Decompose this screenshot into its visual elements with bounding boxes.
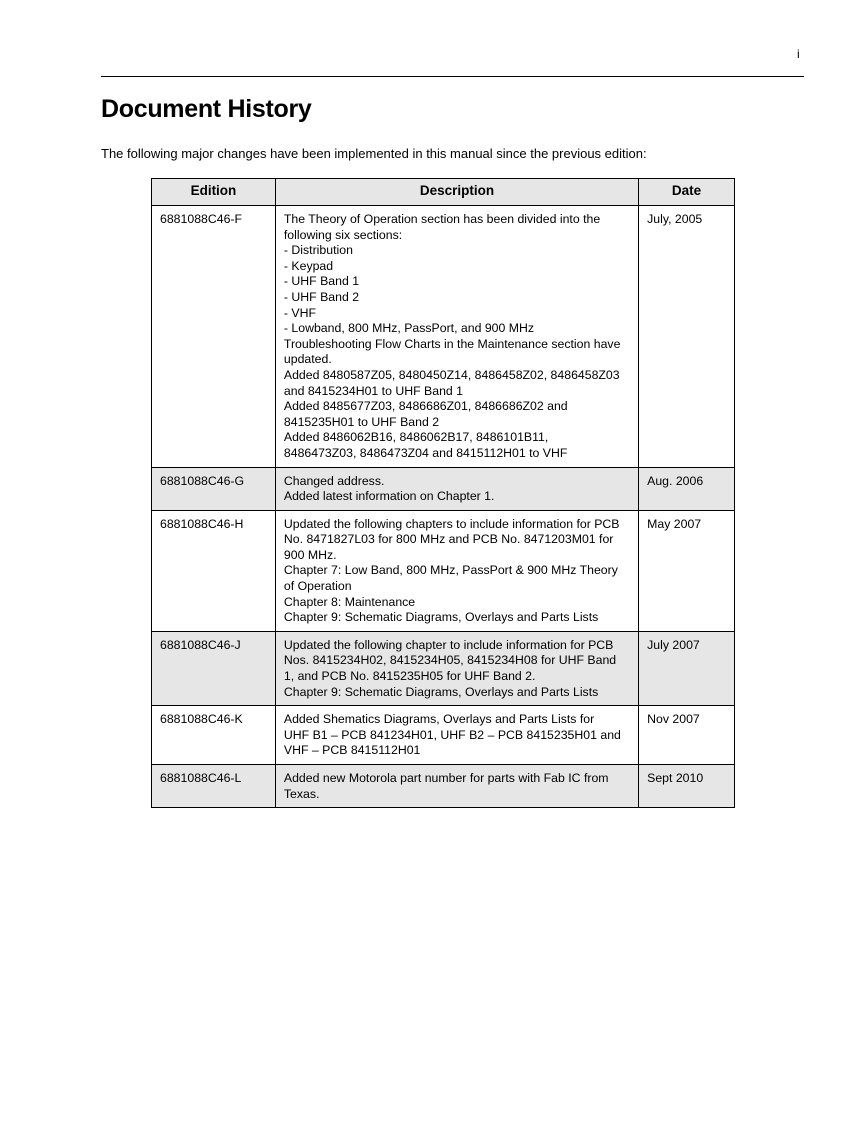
table-row	[152, 206, 735, 468]
description-line: 1, and PCB No. 8415235H05 for UHF Band 2.	[283, 669, 536, 684]
description-line: updated.	[283, 352, 332, 367]
description-cell	[275, 206, 638, 468]
header-rule	[101, 76, 804, 77]
date-cell: July, 2005	[639, 206, 735, 468]
description-line: of Operation	[283, 579, 352, 594]
description-line: Chapter 8: Maintenance	[283, 594, 416, 609]
description-line: and 8415234H01 to UHF Band 1	[283, 383, 464, 398]
description-line: Nos. 8415234H02, 8415234H05, 8415234H08 for UHF Band	[283, 653, 617, 668]
description-line: The Theory of Operation section has been divided into the	[283, 212, 601, 226]
table-row	[152, 510, 735, 631]
header-description: Description	[275, 179, 638, 206]
edition-cell: 6881088C46-J	[152, 631, 276, 705]
description-line: - Keypad	[283, 258, 334, 273]
description-line: UHF B1 – PCB 841234H01, UHF B2 – PCB 8415235H01 and	[283, 727, 621, 742]
description-line: Chapter 9: Schematic Diagrams, Overlays and Parts Lists	[283, 684, 599, 699]
description-line: Updated the following chapter to include information for PCB	[283, 637, 614, 652]
description-cell	[275, 467, 638, 510]
description-line: Chapter 9: Schematic Diagrams, Overlays and Parts Lists	[283, 610, 599, 625]
description-line: - Distribution	[283, 243, 353, 258]
description-line: Changed address.	[283, 473, 385, 488]
description-line: following six sections:	[283, 227, 403, 242]
table-header-row	[152, 179, 735, 206]
date-cell: July 2007	[639, 631, 735, 705]
description-line: 8415235H01 to UHF Band 2	[283, 414, 440, 429]
table-row	[152, 631, 735, 705]
date-cell: May 2007	[639, 510, 735, 631]
edition-cell: 6881088C46-H	[152, 510, 276, 631]
description-line: Chapter 7: Low Band, 800 MHz, PassPort & 900 MHz Theory	[283, 563, 618, 578]
description-line: - VHF	[283, 305, 316, 320]
table-row	[152, 765, 735, 808]
description-cell	[275, 706, 638, 765]
description-line: No. 8471827L03 for 800 MHz and PCB No. 8471203M01 for	[283, 532, 614, 547]
date-cell: Aug. 2006	[639, 467, 735, 510]
description-cell	[275, 510, 638, 631]
edition-cell: 6881088C46-G	[152, 467, 276, 510]
description-line: Added 8480587Z05, 8480450Z14, 8486458Z02, 8486458Z03	[283, 367, 620, 382]
description-line: 8486473Z03, 8486473Z04 and 8415112H01 to VHF	[283, 445, 568, 460]
description-line: Texas.	[283, 786, 320, 801]
description-line: VHF – PCB 8415112H01	[283, 743, 421, 758]
document-history-table	[151, 178, 735, 808]
description-line: Added 8485677Z03, 8486686Z01, 8486686Z02 and	[283, 399, 568, 414]
header-date: Date	[639, 179, 735, 206]
header-edition: Edition	[152, 179, 276, 206]
table-row	[152, 467, 735, 510]
description-line: Updated the following chapters to include information for PCB	[283, 516, 620, 531]
description-line: Added new Motorola part number for parts with Fab IC from	[283, 771, 609, 785]
edition-cell: 6881088C46-L	[152, 765, 276, 808]
page-number: i	[797, 47, 800, 61]
intro-text: The following major changes have been implemented in this manual since the previous edition:	[101, 146, 647, 161]
description-line: - Lowband, 800 MHz, PassPort, and 900 MHz	[283, 321, 535, 336]
date-cell: Nov 2007	[639, 706, 735, 765]
description-cell	[275, 631, 638, 705]
table-row	[152, 706, 735, 765]
date-cell: Sept 2010	[639, 765, 735, 808]
description-line: - UHF Band 2	[283, 289, 360, 304]
description-line: 900 MHz.	[283, 547, 337, 562]
description-line: Added Shematics Diagrams, Overlays and Parts Lists for	[283, 712, 595, 727]
page-title: Document History	[101, 95, 312, 123]
description-line: Troubleshooting Flow Charts in the Maintenance section have	[283, 336, 621, 351]
edition-cell: 6881088C46-F	[152, 206, 276, 468]
description-cell	[275, 765, 638, 808]
description-line: Added 8486062B16, 8486062B17, 8486101B11,	[283, 430, 549, 445]
edition-cell: 6881088C46-K	[152, 706, 276, 765]
description-line: - UHF Band 1	[283, 274, 360, 289]
description-line: Added latest information on Chapter 1.	[283, 489, 495, 504]
